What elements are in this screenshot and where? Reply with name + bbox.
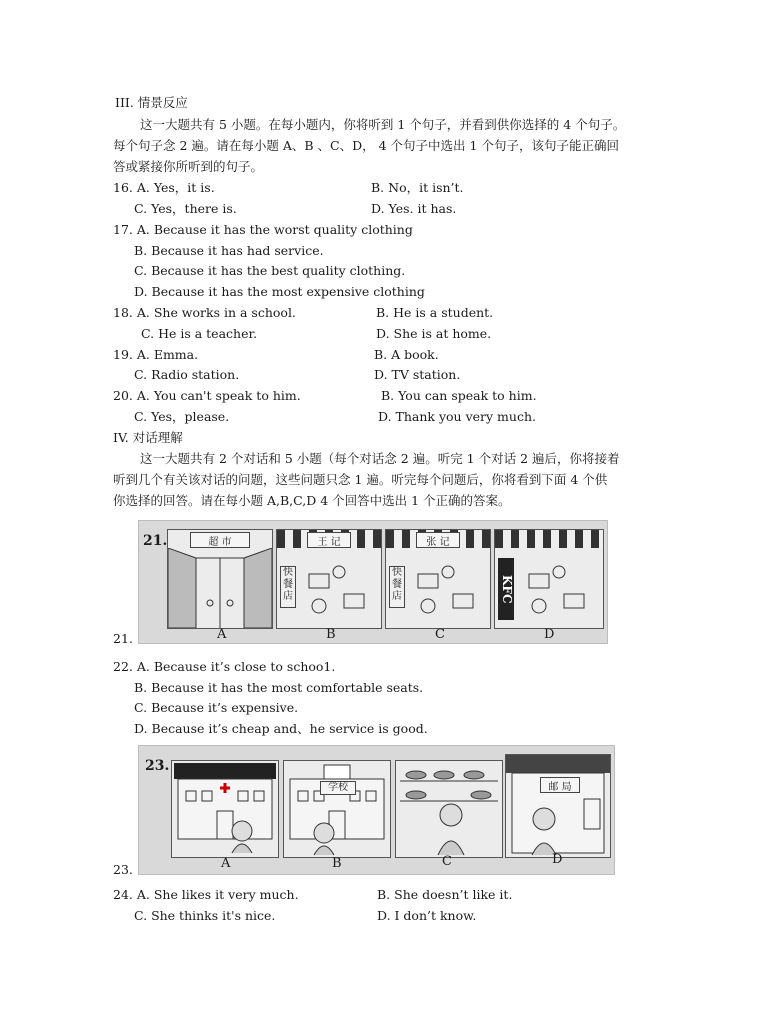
q23-post-office-sign: 邮 局: [540, 777, 580, 793]
q19-option-b: B. A book.: [374, 347, 439, 362]
q16-option-d: D. Yes. it has.: [371, 201, 457, 216]
q21-panel-d-kfc: [494, 529, 604, 629]
q18-option-b: B. He is a student.: [376, 305, 494, 320]
q21-aisle-drawing: [168, 548, 272, 628]
q18-option-d: D. She is at home.: [376, 326, 492, 341]
q18-option-c: C. He is a teacher.: [141, 326, 258, 341]
q21-panel-c-side-sign: 快餐店: [389, 566, 405, 608]
q17-option-b: B. Because it has had service.: [134, 243, 324, 258]
q17-option-d: D. Because it has the most expensive clothing: [134, 284, 425, 299]
q23-panel-d-post-office: [505, 754, 611, 858]
q23-panel-b-school: [283, 760, 391, 858]
q21-picture: [138, 520, 608, 644]
q23-hospital-drawing: [172, 761, 278, 857]
section-4-intro-line-1: 这一大题共有 2 个对话和 5 小题（每个对话念 2 遍。听完 1 个对话 2 遍后，你将接着: [140, 451, 620, 466]
q22-option-d: D. Because it’s cheap and、he service is good.: [134, 721, 428, 736]
q19-option-a: 19. A. Emma.: [113, 347, 199, 362]
q21-panel-c-sign: 张 记: [416, 532, 460, 548]
q24-option-c: C. She thinks it's nice.: [134, 908, 276, 923]
q23-number: 23.: [113, 862, 133, 877]
q24-option-b: B. She doesn’t like it.: [377, 887, 513, 902]
q23-picture: [138, 745, 615, 875]
q21-supermarket-sign: 超 市: [190, 532, 250, 548]
q23-letter-d: D: [552, 852, 563, 867]
q16-option-a: 16. A. Yes，it is.: [113, 180, 215, 195]
q21-number: 21.: [113, 631, 133, 646]
q23-post-office-drawing: [506, 755, 610, 857]
q22-option-c: C. Because it’s expensive.: [134, 700, 299, 715]
q23-picture-number: 23.: [145, 758, 170, 774]
section-3-heading: III. 情景反应: [115, 95, 188, 110]
section-4-intro-line-3: 你选择的回答。请在每小题 A,B,C,D 4 个回答中选出 1 个正确的答案。: [113, 493, 511, 508]
q21-panel-a-supermarket: [167, 529, 273, 629]
q23-letter-b: B: [332, 856, 342, 871]
q17-option-a: 17. A. Because it has the worst quality clothing: [113, 222, 413, 237]
q21-panel-b-side-sign: 快餐店: [280, 566, 296, 608]
q21-panel-b-restaurant: [276, 529, 382, 629]
section-3-intro-line-1: 这一大题共有 5 小题。在每小题内，你将听到 1 个句子，并看到供你选择的 4 个句子。: [140, 117, 626, 132]
q23-school-drawing: [284, 761, 390, 857]
section-3-intro-line-2: 每个句子念 2 遍。请在每小题 A、B 、C、D， 4 个句子中选出 1 个句子，该句子能正确回: [113, 138, 619, 153]
q20-option-d: D. Thank you very much.: [378, 409, 536, 424]
q16-option-c: C. Yes，there is.: [134, 201, 237, 216]
q21-letter-a: A: [217, 627, 227, 642]
q21-panel-b-sign: 王 记: [307, 532, 351, 548]
q23-school-sign: 学校: [320, 781, 356, 795]
q24-option-a: 24. A. She likes it very much.: [113, 887, 299, 902]
q22-option-b: B. Because it has the most comfortable seats.: [134, 680, 424, 695]
section-4-intro-line-2: 听到几个有关该对话的问题，这些问题只念 1 遍。听完每个问题后，你将看到下面 4 个供: [113, 472, 608, 487]
q21-letter-d: D: [544, 627, 555, 642]
section-4-heading: IV. 对话理解: [113, 430, 183, 445]
q24-option-d: D. I don’t know.: [377, 908, 477, 923]
q20-option-c: C. Yes，please.: [134, 409, 230, 424]
q22-option-a: 22. A. Because it’s close to schoo1.: [113, 659, 336, 674]
q21-panel-c-restaurant: [385, 529, 491, 629]
q17-option-c: C. Because it has the best quality clothing.: [134, 263, 406, 278]
q21-panel-b-tables: [299, 554, 379, 624]
section-3-intro-line-3: 答或紧接你所听到的句子。: [113, 159, 264, 174]
q18-option-a: 18. A. She works in a school.: [113, 305, 296, 320]
q19-option-c: C. Radio station.: [134, 367, 240, 382]
q21-letter-c: C: [435, 627, 445, 642]
q16-option-b: B. No，it isn’t.: [371, 180, 464, 195]
q19-option-d: D. TV station.: [374, 367, 461, 382]
q21-letter-b: B: [326, 627, 336, 642]
q23-letter-c: C: [442, 854, 452, 869]
q23-panel-c-shop: [395, 760, 503, 858]
q20-option-b: B. You can speak to him.: [381, 388, 537, 403]
q21-picture-number: 21.: [143, 533, 168, 549]
q23-panel-a-hospital: [171, 760, 279, 858]
q21-panel-c-tables: [408, 554, 488, 624]
q23-letter-a: A: [221, 856, 231, 871]
q20-option-a: 20. A. You can't speak to him.: [113, 388, 301, 403]
q21-kfc-side-sign: KFC: [498, 558, 514, 620]
q23-shop-drawing: [396, 761, 502, 857]
q21-panel-d-tables: [519, 554, 599, 624]
q21-panel-d-awning: [495, 530, 603, 548]
